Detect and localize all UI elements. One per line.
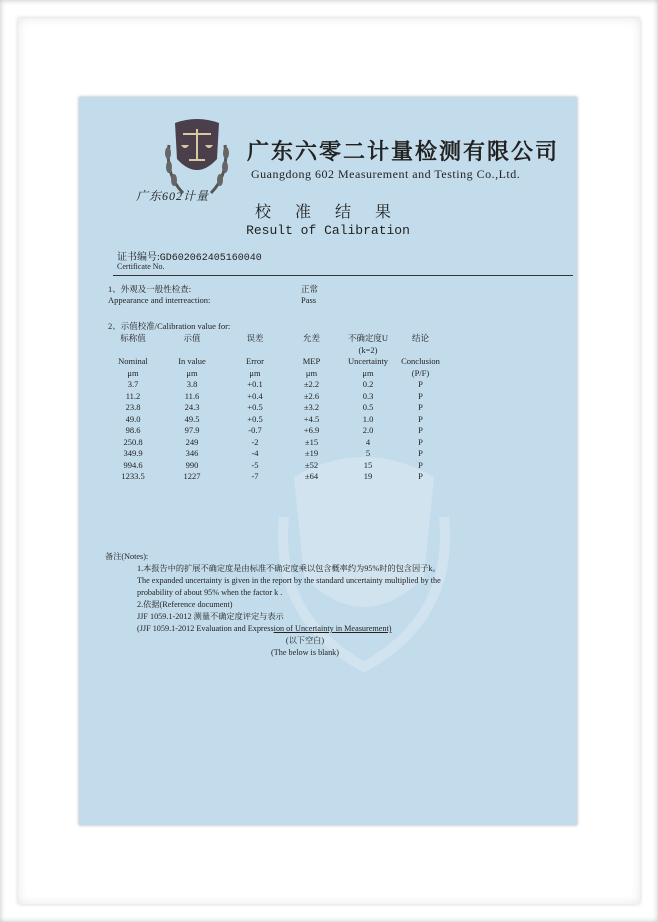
table-cell: -5 xyxy=(251,459,259,470)
table-row xyxy=(109,425,445,437)
table-cell: 3.8 xyxy=(186,379,198,389)
table-cell: 98.6 xyxy=(125,425,141,435)
table-cell: P xyxy=(418,436,423,447)
note1-cn: 1.本报告中的扩展不确定度是由标准不确定度乘以包含概率约为95%时的包含因子k。 xyxy=(137,564,441,573)
certificate-label-cn: 证书编号: xyxy=(117,252,160,263)
table-cell: -7 xyxy=(251,471,259,481)
header-mep-en: MEP xyxy=(302,356,321,366)
header-error-cn: 误差 xyxy=(246,333,264,343)
header-uncertainty-cn xyxy=(340,333,396,356)
table-cell: P xyxy=(418,459,423,470)
header-mep-cn: 允差 xyxy=(302,333,320,343)
table-cell: 24.3 xyxy=(184,402,200,412)
table-cell: 3.7 xyxy=(127,379,139,389)
table-cell: 5 xyxy=(365,448,371,458)
company-name-en: Guangdong 602 Measurement and Testing Co.,Ltd. xyxy=(251,167,521,181)
table-cell: 19 xyxy=(363,471,373,481)
header-divider xyxy=(113,275,573,276)
table-row xyxy=(109,391,445,403)
note1-en-b: probability of about 95% when the factor k . xyxy=(137,588,283,597)
header-uncertainty-en: Uncertainty xyxy=(347,356,389,366)
table-cell: 49.5 xyxy=(184,413,200,424)
table-cell: P xyxy=(418,402,423,412)
table-cell: +0.4 xyxy=(247,390,263,401)
header-uncertainty-cn-sub: (k=2) xyxy=(358,344,378,355)
table-cell: P xyxy=(418,448,423,458)
table-cell: +0.5 xyxy=(247,413,263,424)
table-row xyxy=(109,414,445,426)
table-cell: +0.5 xyxy=(247,402,263,412)
table-cell: ±19 xyxy=(304,448,319,458)
table-cell: 994.6 xyxy=(123,459,143,470)
section1-value-en: Pass xyxy=(301,295,317,305)
certificate-page xyxy=(79,97,577,825)
unit-cell: μm xyxy=(249,367,261,378)
table-cell: 2.0 xyxy=(362,425,374,435)
header-conclusion-en: Conclusion xyxy=(401,356,440,366)
table-cell: 0.2 xyxy=(362,379,374,389)
reference-en-part1: (JJF 1059.1-2012 Evaluation and Express xyxy=(137,624,274,633)
document-title-en: Result of Calibration xyxy=(246,223,410,238)
table-cell: 1233.5 xyxy=(121,471,145,481)
reference-cn: JJF 1059.1-2012 测量不确定度评定与表示 xyxy=(137,612,284,621)
table-cell: ±52 xyxy=(304,459,319,470)
header-conclusion-cn: 结论 xyxy=(411,333,429,343)
blank-marker-en: (The below is blank) xyxy=(271,648,339,657)
table-row xyxy=(109,460,445,472)
table-cell: 49.0 xyxy=(125,413,141,424)
table-cell: ±15 xyxy=(304,436,319,447)
table-row xyxy=(109,437,445,449)
table-cell: 1.0 xyxy=(362,413,374,424)
table-cell: ±2.2 xyxy=(303,379,320,389)
note2-label: 2.依据(Reference document) xyxy=(137,600,233,609)
document-title-cn: 校 准 结 果 xyxy=(254,204,401,221)
unit-cell: μm xyxy=(186,367,198,378)
notes-section xyxy=(105,551,505,659)
table-cell: P xyxy=(418,413,423,424)
unit-cell: μm xyxy=(362,367,374,378)
table-row xyxy=(109,448,445,460)
table-cell: P xyxy=(418,379,423,389)
table-units-row xyxy=(109,368,445,380)
table-cell: 990 xyxy=(185,459,199,470)
table-cell: ±64 xyxy=(304,471,319,481)
certificate-number: GD602062405160040 xyxy=(159,253,262,264)
header-error-en: Error xyxy=(246,356,264,366)
table-cell: 4 xyxy=(365,436,371,447)
blank-marker-cn: (以下空白) xyxy=(285,636,325,645)
table-cell: ±3.2 xyxy=(303,402,320,412)
notes-heading: 备注(Notes): xyxy=(105,552,149,561)
table-cell: 249 xyxy=(185,436,199,447)
table-cell: 0.5 xyxy=(362,402,374,412)
table-row xyxy=(109,471,445,483)
company-name-cn: 广东六零二计量检测有限公司 xyxy=(247,139,560,164)
unit-cell: μm xyxy=(127,367,139,378)
section2-label: 2、示值校准/Calibration value for: xyxy=(108,321,231,331)
table-cell: 11.6 xyxy=(184,390,200,401)
table-cell: 349.9 xyxy=(123,448,143,458)
note1-en-a: The expanded uncertainty is given in the report by the standard uncertainty multiplied by the xyxy=(137,576,441,585)
reference-en-part2: ion of Uncertainty in Measurement) xyxy=(273,624,392,633)
calibration-table xyxy=(109,333,445,483)
table-cell: +4.5 xyxy=(303,413,320,424)
table-cell: P xyxy=(418,425,423,435)
header-invalue-en: In value xyxy=(178,356,206,366)
table-cell: P xyxy=(418,390,423,401)
unit-cell: μm xyxy=(305,367,318,378)
certificate-label-en: Certificate No. xyxy=(117,262,165,271)
table-cell: -2 xyxy=(251,436,259,447)
table-cell: 11.2 xyxy=(125,390,141,401)
section1-label-en: Appearance and interreaction: xyxy=(108,295,211,305)
table-cell: +0.1 xyxy=(247,379,263,389)
table-header-en xyxy=(109,356,445,368)
reference-en xyxy=(105,623,505,635)
table-cell: 346 xyxy=(185,448,199,458)
table-cell: 15 xyxy=(363,459,373,470)
table-cell: 1227 xyxy=(183,471,201,481)
company-signature: 广东602计量 xyxy=(136,189,210,203)
table-cell: +6.9 xyxy=(303,425,320,435)
table-cell: P xyxy=(418,471,423,481)
table-cell: ±2.6 xyxy=(303,390,320,401)
table-cell: 23.8 xyxy=(125,402,141,412)
table-header-cn xyxy=(109,333,445,356)
header-uncertainty-cn-main: 不确定度U xyxy=(347,333,389,343)
unit-cell: (P/F) xyxy=(411,367,430,378)
table-row xyxy=(109,379,445,391)
section1-label-cn: 1、外观及一般性检查: xyxy=(108,284,192,294)
table-cell: 250.8 xyxy=(123,436,143,447)
table-cell: 0.3 xyxy=(362,390,374,401)
table-row xyxy=(109,402,445,414)
section1-value-cn: 正常 xyxy=(301,284,319,294)
table-cell: -4 xyxy=(251,448,259,458)
header-invalue-cn: 示值 xyxy=(183,333,201,343)
header-nominal-en: Nominal xyxy=(118,356,148,366)
header-nominal-cn: 标称值 xyxy=(120,333,146,343)
table-cell: -0.7 xyxy=(248,425,262,435)
table-cell: 97.9 xyxy=(184,425,200,435)
